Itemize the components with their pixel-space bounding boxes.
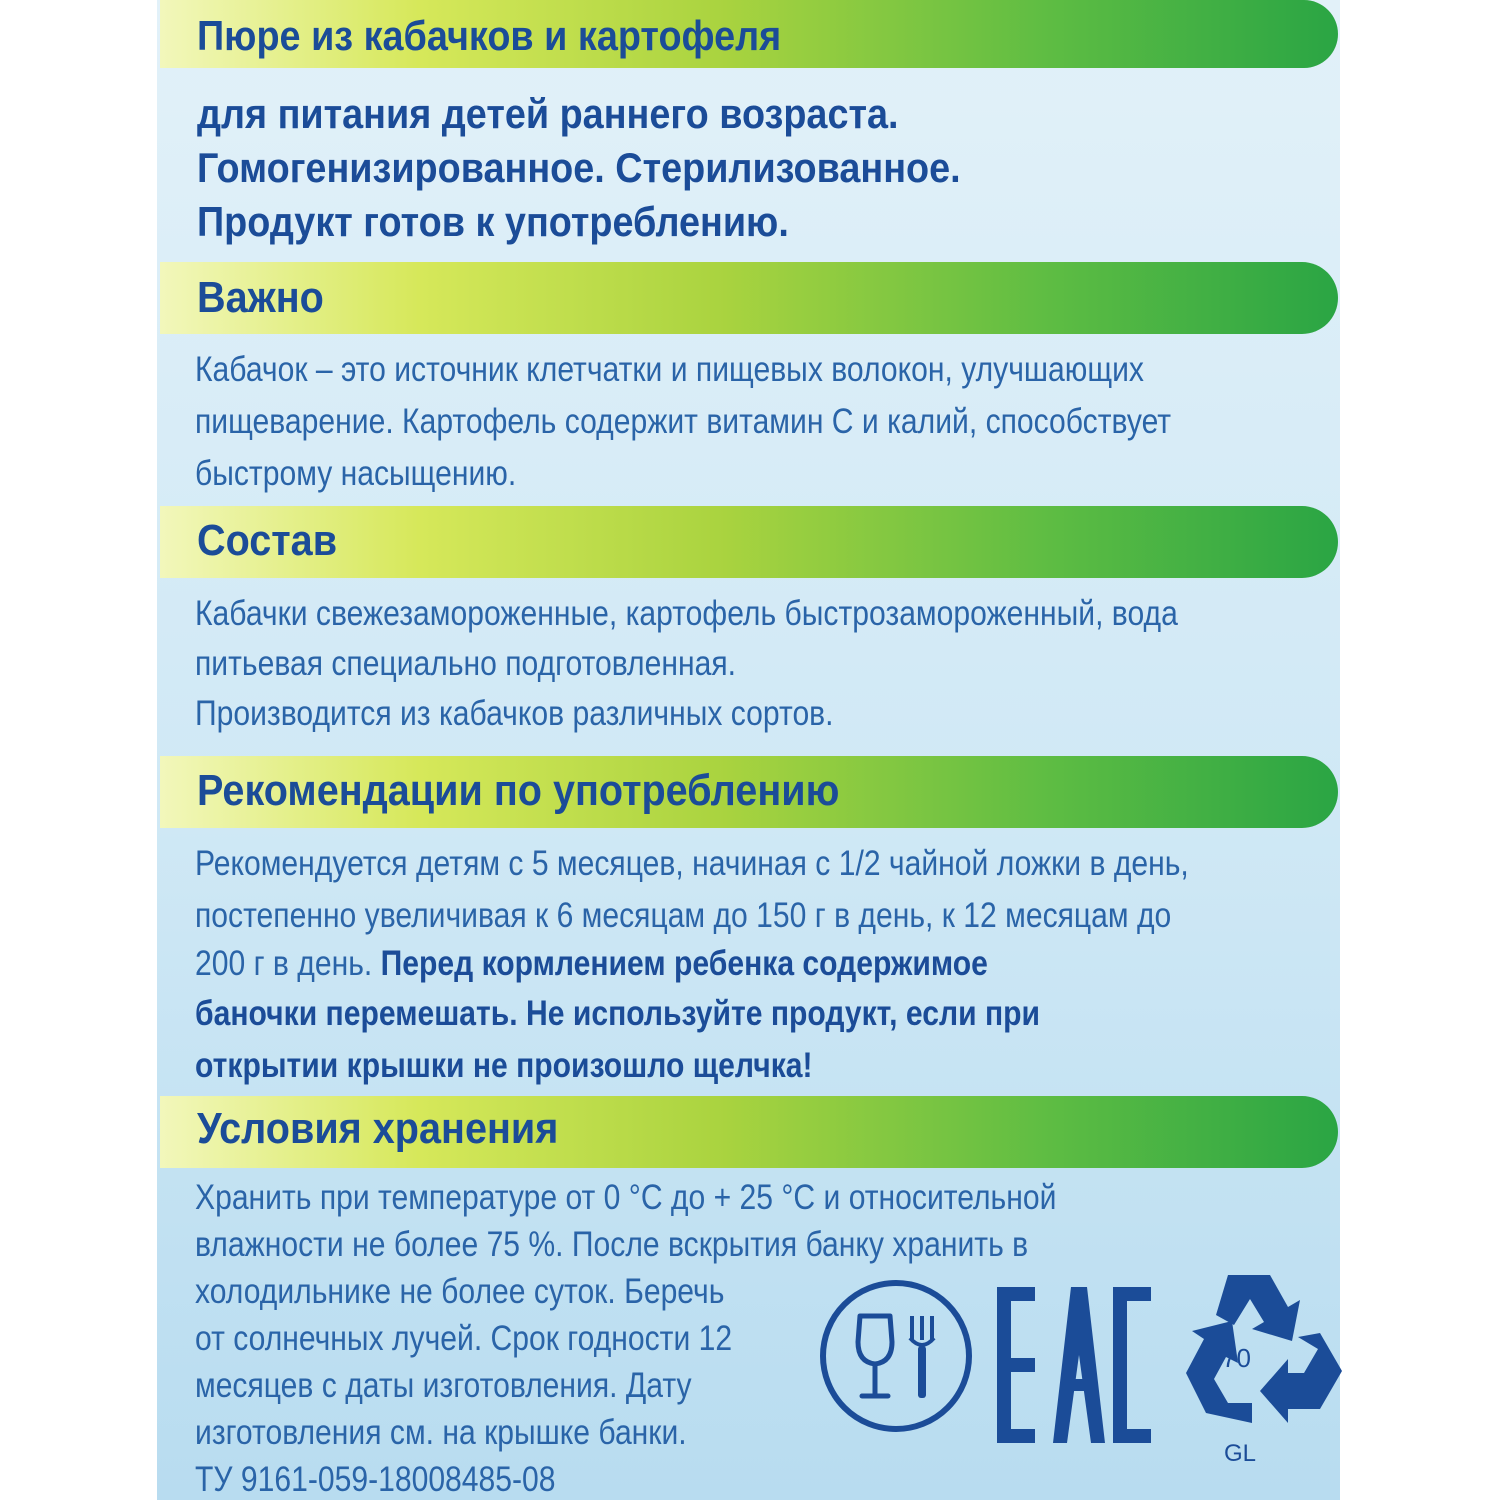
composition-text-line-1: Кабачки свежезамороженные, картофель быстрозамороженный, вода (195, 594, 1178, 633)
recommendations-heading: Рекомендации по употреблению (197, 766, 840, 815)
recommendations-text-line-1: Рекомендуется детям с 5 месяцев, начиная с 1/2 чайной ложки в день, (195, 844, 1189, 883)
composition-text-line-3: Производится из кабачков различных сортов. (195, 694, 834, 733)
storage-text-line-3: холодильнике не более суток. Беречь (195, 1272, 725, 1311)
storage-text-line-5: месяцев с даты изготовления. Дату (195, 1366, 692, 1405)
composition-heading: Состав (197, 516, 338, 565)
storage-text-line-6: изготовления см. на крышке банки. (195, 1413, 687, 1452)
eac-mark (995, 1283, 1155, 1448)
recycle-icon (1170, 1263, 1350, 1473)
glass-fork-icon (818, 1278, 974, 1434)
storage-heading: Условия хранения (197, 1104, 559, 1153)
storage-text-line-1: Хранить при температуре от 0 °С до + 25 °С и относительной (195, 1178, 1057, 1217)
composition-text-line-2: питьевая специально подготовленная. (195, 644, 737, 683)
svg-text:GL: GL (1224, 1440, 1257, 1467)
storage-text-line-4: от солнечных лучей. Срок годности 12 (195, 1319, 733, 1358)
product-subtitle-line-1: для питания детей раннего возраста. (197, 90, 899, 137)
recommendations-dose-text: 200 г в день. (195, 944, 381, 983)
tu-code: ТУ 9161-059-18008485-08 (195, 1460, 556, 1499)
important-heading: Важно (197, 273, 324, 322)
recommendations-warning-start: Перед кормлением ребенка содержимое (380, 944, 988, 983)
recommendations-warning-line-2: открытии крышки не произошло щелчка! (195, 1046, 813, 1085)
important-text-line-2: пищеварение. Картофель содержит витамин С и калий, способствует (195, 402, 1172, 441)
recommendations-text-line-3 (195, 938, 988, 990)
important-text-line-1: Кабачок – это источник клетчатки и пищевых волокон, улучшающих (195, 350, 1144, 389)
product-title: Пюре из кабачков и картофеля (197, 12, 782, 59)
storage-text-line-2: влажности не более 75 %. После вскрытия банку хранить в (195, 1225, 1029, 1264)
svg-text:70: 70 (1222, 1343, 1251, 1373)
product-subtitle-line-3: Продукт готов к употреблению. (197, 198, 789, 245)
important-band (160, 262, 1338, 334)
recommendations-warning-line-1: баночки перемешать. Не используйте продукт, если при (195, 994, 1041, 1033)
important-text-line-3: быстрому насыщению. (195, 454, 517, 493)
recommendations-text-line-2: постепенно увеличивая к 6 месяцам до 150 г в день, к 12 месяцам до (195, 896, 1172, 935)
product-subtitle-line-2: Гомогенизированное. Стерилизованное. (197, 144, 961, 191)
